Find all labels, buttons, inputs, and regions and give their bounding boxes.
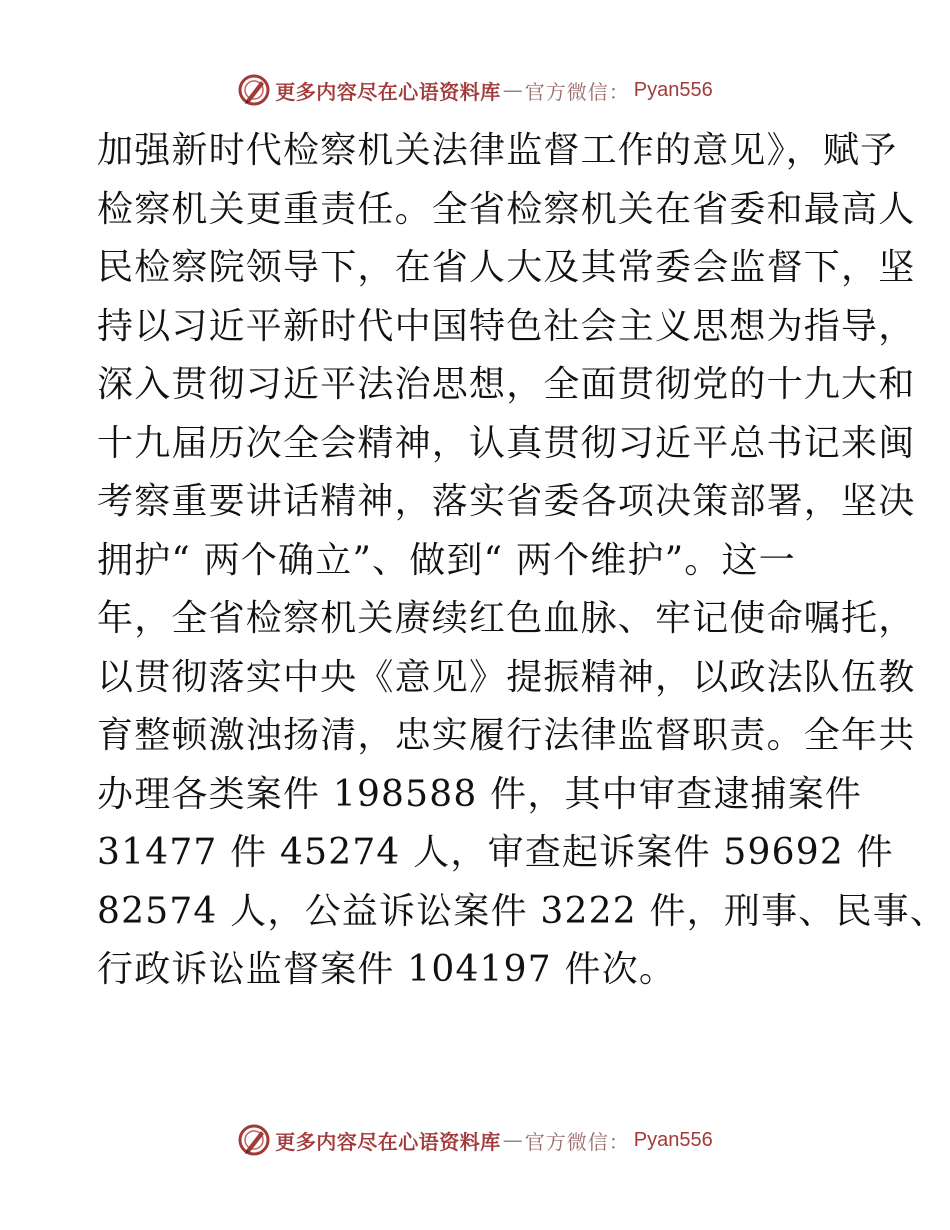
body-line-1: 加强新时代检察机关法律监督工作的意见》，赋予: [97, 130, 898, 171]
body-line-3: 民检察院领导下，在省人大及其常委会监督下，坚: [97, 247, 916, 288]
body-line-2: 检察机关更重责任。全省检察机关在省委和最高人: [97, 188, 916, 230]
banner-wechat-label: 官方微信：: [524, 1129, 630, 1154]
body-line-6: 十九届历次全会精神，认真贯彻习近平总书记来闽: [97, 422, 916, 464]
body-line-10: 以贯彻落实中央《意见》提振精神，以政法队伍教: [97, 656, 916, 698]
body-line-4: 持以习近平新时代中国特色社会主义思想为指导，: [97, 305, 916, 347]
body-line-7: 考察重要讲话精神，落实省委各项决策部署，坚决: [97, 481, 916, 522]
footer-banner: [0, 1122, 950, 1158]
banner-title: 更多内容尽在心语资料库: [275, 1129, 501, 1154]
document-body: [97, 122, 948, 1000]
body-line-15: 行政诉讼监督案件 104197 件次。: [97, 949, 677, 990]
pen-circle-logo-icon: [237, 73, 271, 107]
banner-title: 更多内容尽在心语资料库: [275, 79, 501, 104]
body-line-5: 深入贯彻习近平法治思想，全面贯彻党的十九大和: [97, 364, 916, 405]
banner-wechat-label: 官方微信：: [524, 79, 630, 104]
header-banner: [0, 72, 950, 108]
body-line-9: 年，全省检察机关赓续红色血脉、牢记使命嘱托，: [97, 598, 916, 639]
body-line-13: 31477 件 45274 人，审查起诉案件 59692 件: [97, 832, 894, 873]
pen-circle-logo-icon: [237, 1123, 271, 1157]
banner-wechat-handle: Pyan556: [633, 1128, 713, 1151]
body-line-14: 82574 人，公益诉讼案件 3222 件，刑事、民事、: [97, 890, 948, 932]
banner-separator: —: [502, 78, 523, 102]
banner-separator: —: [502, 1128, 523, 1152]
body-line-8: 拥护“ 两个确立”、做到“ 两个维护”。这一: [97, 539, 796, 581]
banner-wechat-handle: Pyan556: [633, 78, 713, 101]
body-line-12: 办理各类案件 198588 件，其中审查逮捕案件: [97, 773, 863, 815]
body-line-11: 育整顿激浊扬清，忠实履行法律监督职责。全年共: [97, 715, 916, 756]
